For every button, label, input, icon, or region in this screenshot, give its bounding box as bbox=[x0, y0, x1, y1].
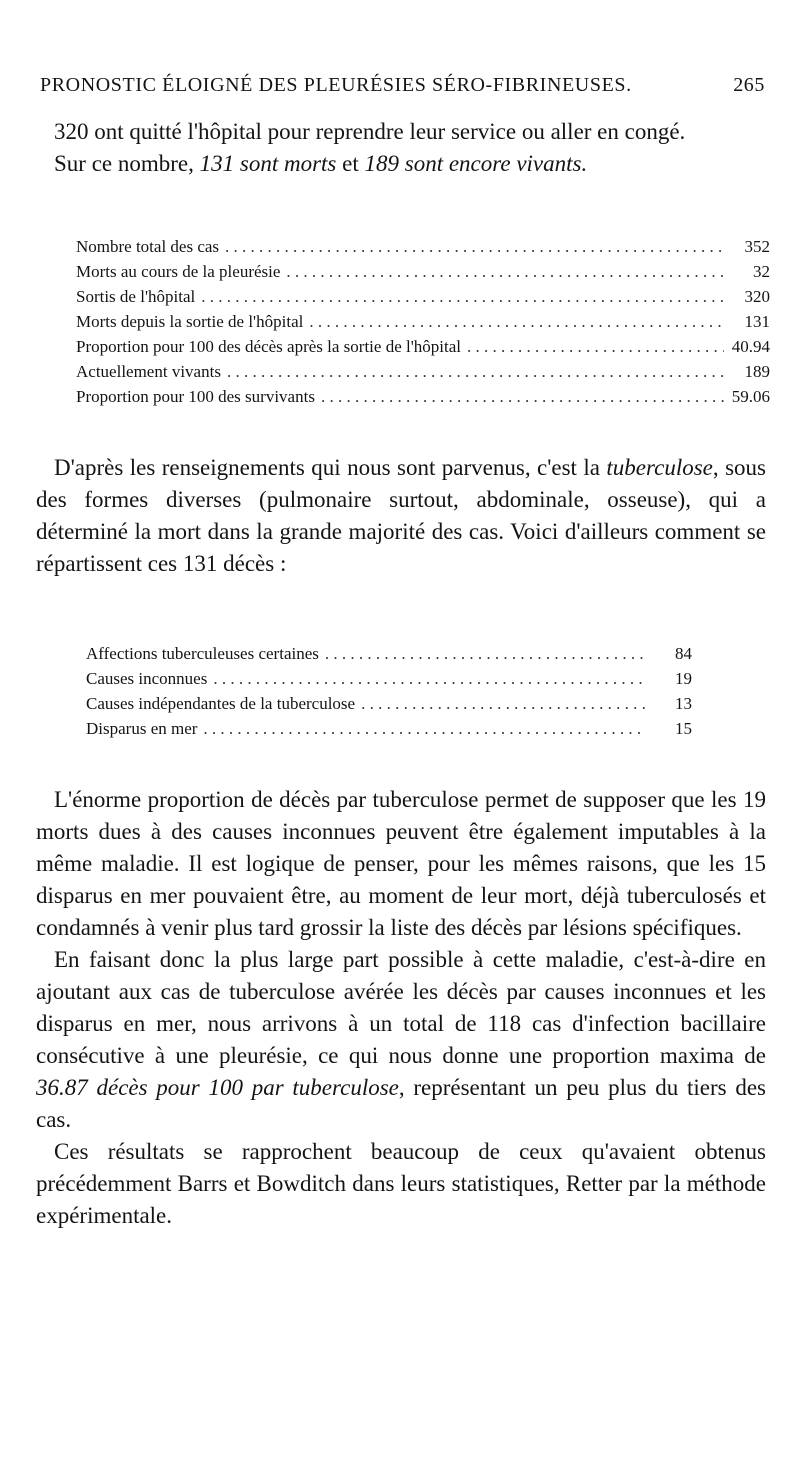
body-text bbox=[36, 784, 766, 1232]
table-row bbox=[86, 719, 692, 744]
para-rest: , représentant un peu plus du tiers des cas. bbox=[36, 1075, 766, 1132]
page-number: 265 bbox=[733, 74, 765, 96]
row-label: Causes indépendantes de la tuberculose bbox=[86, 694, 356, 713]
table-row bbox=[86, 644, 692, 669]
dot-leader bbox=[203, 719, 646, 739]
dot-leader bbox=[325, 644, 646, 664]
intro-paragraph: 320 ont quitté l'hôpital pour reprendre leur service ou aller en congé. bbox=[54, 119, 686, 144]
row-label: Nombre total des cas bbox=[76, 237, 220, 256]
para-lead: En faisant donc la plus large part possible à cette maladie, c'est-à-dire en ajoutant aux cas de tuberculose avérée les décès par causes inconnues et les disparus en mer, nous arrivons à un total de 118 cas d'infection bacillaire consécutive à une pleurésie, ce qui nous donne une proportion maxima de bbox=[36, 947, 766, 1068]
dot-leader bbox=[309, 312, 724, 332]
dot-leader bbox=[286, 262, 724, 282]
stats-table bbox=[76, 237, 770, 412]
intro-summary-line bbox=[36, 148, 766, 180]
table-row bbox=[86, 694, 692, 719]
faisant-paragraph bbox=[36, 944, 766, 1136]
row-value: 131 bbox=[744, 312, 770, 331]
table-row bbox=[76, 337, 770, 362]
table-row bbox=[76, 237, 770, 262]
row-value: 189 bbox=[744, 362, 770, 381]
row-value: 15 bbox=[675, 719, 692, 738]
row-value: 84 bbox=[675, 644, 692, 663]
row-label: Sortis de l'hôpital bbox=[76, 287, 196, 306]
dot-leader bbox=[467, 337, 724, 357]
enorme-paragraph: L'énorme proportion de décès par tuberculose permet de supposer que les 19 morts dues à des causes inconnues peuvent être également imputables à la même maladie. Il est logique de penser, pour les mêmes raisons, que les 15 disparus en mer pouvaient être, au moment de leur mort, déjà tuberculosés et condamnés à venir plus tard grossir la liste des décès par lésions spécifiques. bbox=[36, 787, 766, 940]
table-row bbox=[76, 387, 770, 412]
para-emphasis: 36.87 décès pour 100 par tuberculose bbox=[36, 1075, 399, 1100]
dot-leader bbox=[213, 669, 646, 689]
dot-leader bbox=[321, 387, 724, 407]
row-value: 320 bbox=[744, 287, 770, 306]
running-title: PRONOSTIC ÉLOIGNÉ DES PLEURÉSIES SÉRO-FIBRINEUSES. bbox=[40, 74, 632, 96]
intro-dead-count: 131 sont morts bbox=[199, 151, 337, 176]
row-label: Affections tuberculeuses certaines bbox=[86, 644, 319, 663]
row-label: Causes inconnues bbox=[86, 669, 208, 688]
row-label: Proportion pour 100 des survivants bbox=[76, 387, 315, 406]
para-emphasis: tuberculose bbox=[606, 455, 713, 480]
row-value: 13 bbox=[675, 694, 692, 713]
dot-leader bbox=[225, 237, 724, 257]
table-row bbox=[76, 312, 770, 337]
dot-leader bbox=[361, 694, 646, 714]
row-label: Disparus en mer bbox=[86, 719, 198, 738]
table-row bbox=[86, 669, 692, 694]
row-label: Morts depuis la sortie de l'hôpital bbox=[76, 312, 304, 331]
row-label: Proportion pour 100 des décès après la sortie de l'hôpital bbox=[76, 337, 461, 356]
row-value: 352 bbox=[744, 237, 770, 256]
tuberculosis-paragraph bbox=[36, 452, 766, 580]
intro-summary-mid: et bbox=[336, 151, 365, 176]
row-label: Actuellement vivants bbox=[76, 362, 221, 381]
table-row bbox=[76, 287, 770, 312]
row-value: 32 bbox=[753, 262, 770, 281]
row-value: 19 bbox=[675, 669, 692, 688]
dot-leader bbox=[201, 287, 724, 307]
intro-text bbox=[36, 116, 766, 180]
row-value: 59.06 bbox=[731, 387, 770, 406]
table-row bbox=[76, 262, 770, 287]
row-value: 40.94 bbox=[731, 337, 770, 356]
resultats-paragraph: Ces résultats se rapprochent beaucoup de ceux qu'avaient obtenus précédemment Barrs et Bowditch dans leurs statistiques, Retter par la méthode expérimentale. bbox=[36, 1139, 766, 1228]
row-label: Morts au cours de la pleurésie bbox=[76, 262, 281, 281]
running-header bbox=[40, 74, 765, 97]
intro-alive-count: 189 sont encore vivants. bbox=[364, 151, 588, 176]
causes-table bbox=[86, 644, 692, 744]
table-row bbox=[76, 362, 770, 387]
dot-leader bbox=[227, 362, 724, 382]
para-lead: D'après les renseignements qui nous sont parvenus, c'est la bbox=[54, 455, 607, 480]
intro-summary-lead: Sur ce nombre, bbox=[54, 151, 200, 176]
para-rest: , sous des formes diverses (pulmonaire surtout, abdominale, osseuse), qui a déterminé la mort dans la grande majorité des cas. Voici d'ailleurs comment se répartissent ces 131 décès : bbox=[36, 455, 766, 576]
